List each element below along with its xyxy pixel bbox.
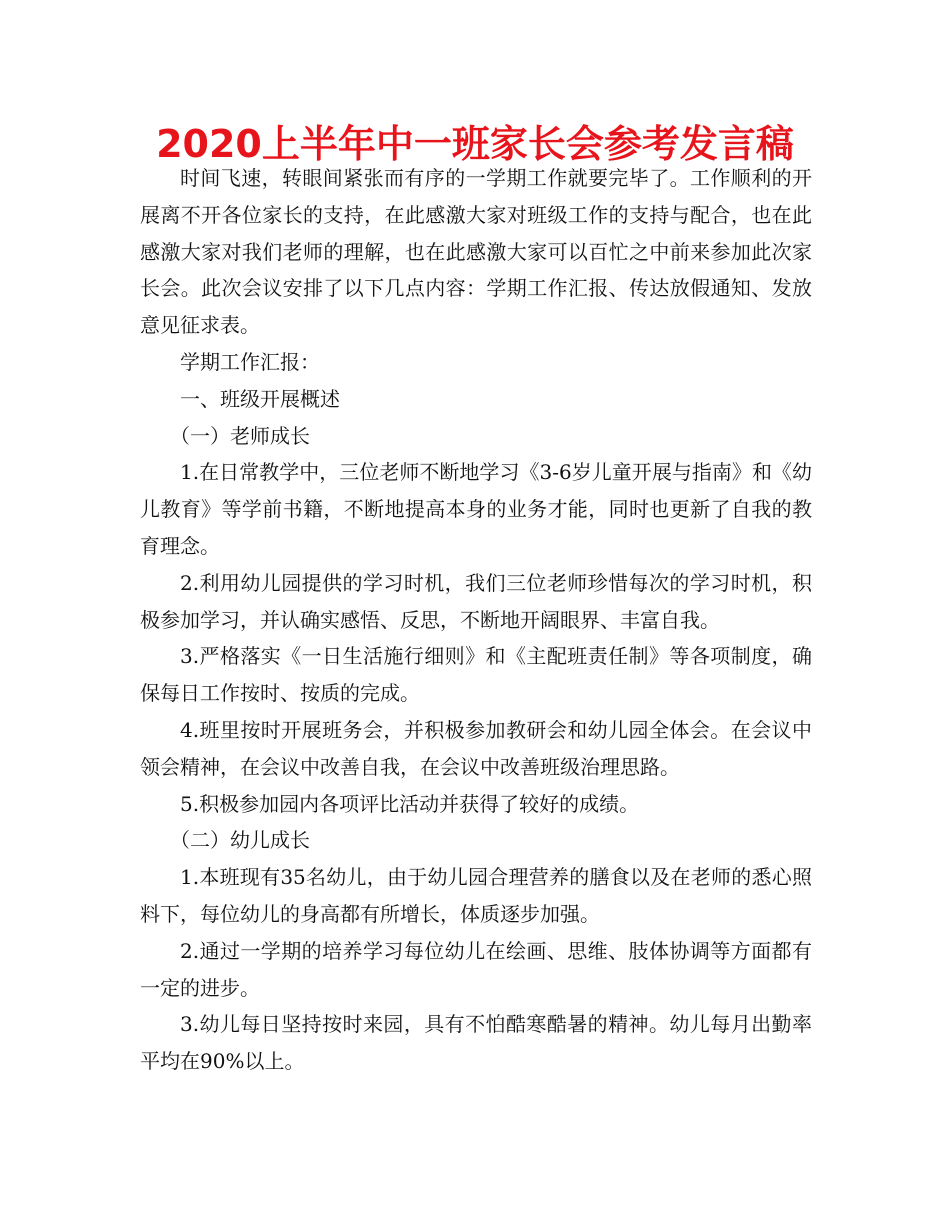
paragraph-teacher-item-4: 4.班里按时开展班务会，并积极参加教研会和幼儿园全体会。在会议中领会精神，在会议中改善自我，在会议中改善班级治理思路。 [140, 717, 812, 779]
paragraph-teacher-item-5: 5.积极参加园内各项评比活动并获得了较好的成绩。 [180, 791, 640, 816]
subsection-heading-teacher-growth: （一）老师成长 [170, 423, 310, 448]
document-title: 2020上半年中一班家长会参考发言稿 [156, 122, 794, 166]
section-heading-class-overview: 一、班级开展概述 [180, 386, 340, 411]
paragraph-teacher-item-2: 2.利用幼儿园提供的学习时机，我们三位老师珍惜每次的学习时机，积极参加学习，并认确实感悟、反思，不断地开阔眼界、丰富自我。 [140, 570, 812, 632]
document-body [140, 160, 812, 1080]
paragraph-child-item-1: 1.本班现有35名幼儿，由于幼儿园合理营养的膳食以及在老师的悉心照料下，每位幼儿的身高都有所增长，体质逐步加强。 [140, 865, 812, 926]
paragraph-intro: 时间飞速，转眼间紧张而有序的一学期工作就要完毕了。工作顺利的开展离不开各位家长的支持，在此感激大家对班级工作的支持与配合，也在此感激大家对我们老师的理解，也在此感激大家可以百忙之中前来参加此次家长会。此次会议安排了以下几点内容：学期工作汇报、传达放假通知、发放意见征求表。 [140, 166, 812, 338]
paragraph-teacher-item-1: 1.在日常教学中，三位老师不断地学习《3-6岁儿童开展与指南》和《幼儿教育》等学前书籍，不断地提高本身的业务才能，同时也更新了自我的教育理念。 [140, 460, 812, 558]
paragraph-child-item-3: 3.幼儿每日坚持按时来园，具有不怕酷寒酷暑的精神。幼儿每月出勤率平均在90%以上。 [140, 1012, 812, 1074]
paragraph-report-heading: 学期工作汇报： [180, 349, 320, 374]
subsection-heading-child-growth: （二）幼儿成长 [170, 828, 310, 853]
paragraph-teacher-item-3: 3.严格落实《一日生活施行细则》和《主配班责任制》等各项制度，确保每日工作按时、按质的完成。 [140, 644, 812, 706]
paragraph-child-item-2: 2.通过一学期的培养学习每位幼儿在绘画、思维、肢体协调等方面都有一定的进步。 [140, 938, 812, 1000]
